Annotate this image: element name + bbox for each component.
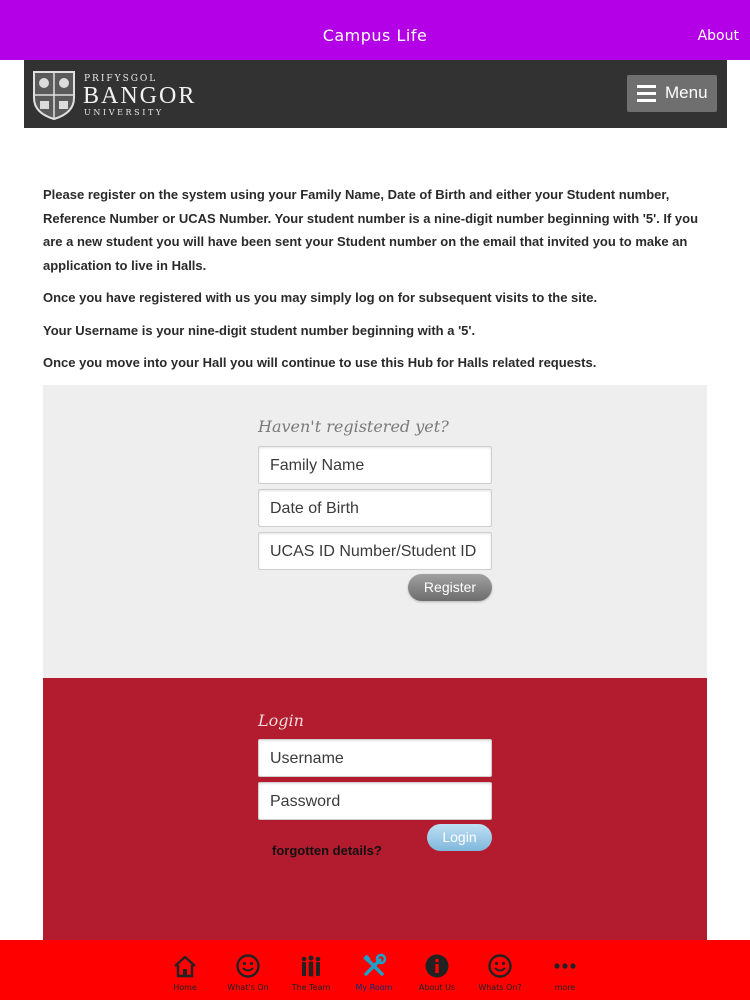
more-icon <box>552 953 578 979</box>
hamburger-icon <box>637 85 656 102</box>
tab-whats-on-2[interactable] <box>469 953 531 992</box>
tab-label: About Us <box>418 983 456 992</box>
tab-label: Whats On? <box>478 983 522 992</box>
tab-about-us[interactable] <box>406 953 468 992</box>
home-icon <box>172 953 198 979</box>
tab-label: more <box>554 983 576 992</box>
tab-whats-on[interactable] <box>217 953 279 992</box>
forgotten-details-link[interactable]: forgotten details? <box>272 843 382 858</box>
crest-icon <box>32 70 76 120</box>
tab-label: Home <box>173 983 197 992</box>
login-heading: Login <box>258 711 304 730</box>
tab-label: What's On <box>227 983 269 992</box>
about-link[interactable]: About <box>697 28 739 44</box>
menu-label: Menu <box>665 83 708 102</box>
app-title: Campus Life <box>322 26 428 45</box>
date-of-birth-field[interactable]: Date of Birth <box>258 489 492 527</box>
smiley-icon <box>487 953 513 979</box>
login-panel <box>43 678 707 940</box>
people-icon <box>298 953 324 979</box>
top-bar <box>0 0 750 60</box>
tab-more[interactable] <box>534 953 596 992</box>
tools-icon <box>361 953 387 979</box>
register-heading: Haven't registered yet? <box>258 417 449 436</box>
tab-home[interactable] <box>154 953 216 992</box>
tab-the-team[interactable] <box>280 953 342 992</box>
logo-line-3: UNIVERSITY <box>84 108 164 117</box>
intro-paragraph: Once you move into your Hall you will continue to use this Hub for Halls related requests. <box>43 355 597 370</box>
tab-label: My Room <box>355 983 393 992</box>
login-button[interactable]: Login <box>427 824 492 851</box>
menu-button[interactable] <box>627 75 717 112</box>
tab-label: The Team <box>291 983 331 992</box>
smiley-icon <box>235 953 261 979</box>
intro-text <box>43 183 713 384</box>
bottom-tab-bar <box>0 940 750 1000</box>
site-header <box>24 60 727 128</box>
ucas-student-id-field[interactable]: UCAS ID Number/Student ID <box>258 532 492 570</box>
family-name-field[interactable]: Family Name <box>258 446 492 484</box>
tab-my-room[interactable] <box>343 953 405 992</box>
logo-line-2: BANGOR <box>83 83 197 109</box>
info-icon <box>424 953 450 979</box>
intro-paragraph: Once you have registered with us you may simply log on for subsequent visits to the site. <box>43 290 598 305</box>
intro-paragraph: Your Username is your nine-digit student number beginning with a '5'. <box>43 322 476 338</box>
logo-line-1: PRIFYSGOL <box>84 74 158 84</box>
intro-paragraph: Please register on the system using your Family Name, Date of Birth and either your Student number, Reference Number or UCAS Number. Your student number is a nine-digit number beginning with '5'. If you are a new student you will have been sent your Student number on the email that invited you to make an application to live in Halls. <box>43 187 699 273</box>
register-button[interactable]: Register <box>408 574 492 601</box>
username-field[interactable]: Username <box>258 739 492 777</box>
register-panel <box>43 385 707 678</box>
bangor-university-logo[interactable] <box>32 70 218 120</box>
password-field[interactable]: Password <box>258 782 492 820</box>
